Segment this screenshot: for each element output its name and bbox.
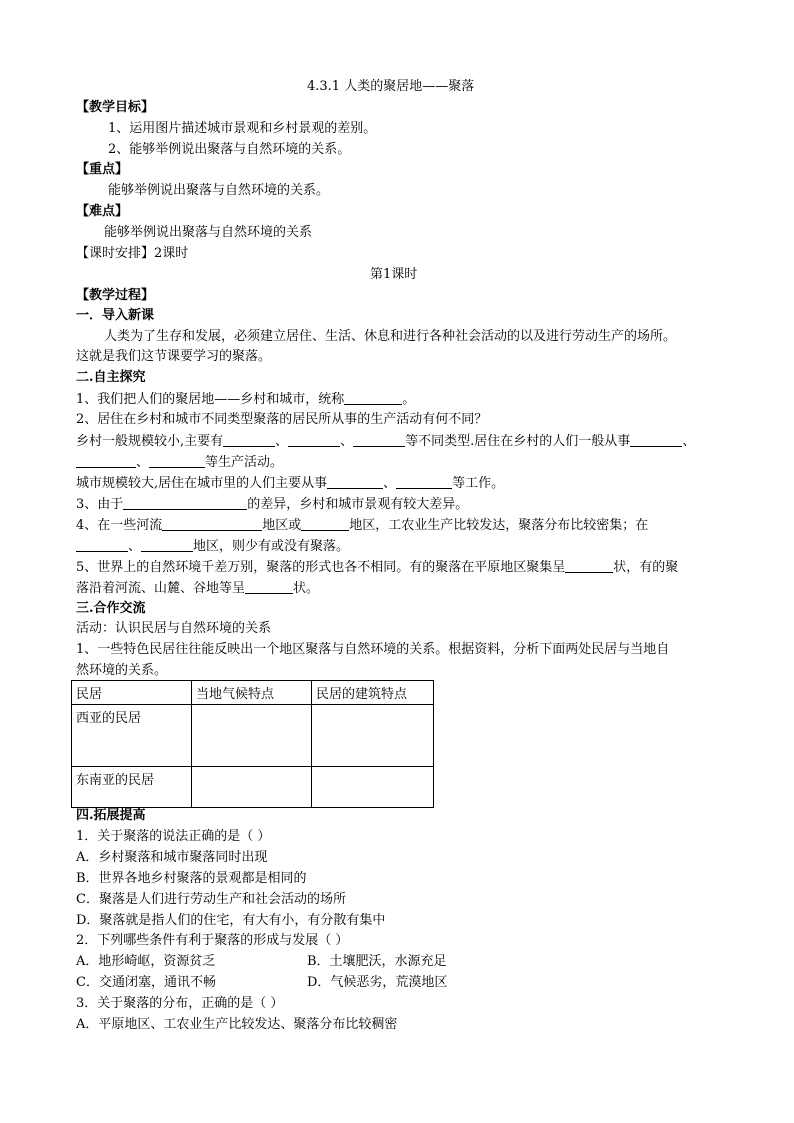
question-2-4-line-1: 4、在一些河流 地区或 地区，工农业生产比较发达，聚落分布比较密集；在 bbox=[76, 518, 649, 533]
question-3-1-line-1: 1、一些特色民居往往能反映出一个地区聚落与自然环境的关系。根据资料，分析下面两处民居与当地自 bbox=[76, 642, 670, 657]
part4-heading: 四.拓展提高 bbox=[76, 808, 146, 823]
part1-paragraph-1: 人类为了生存和发展，必须建立居住、生活、休息和进行各种社会活动的以及进行劳动生产的场所。 bbox=[104, 329, 677, 344]
answer-blank[interactable] bbox=[565, 560, 613, 573]
table-row-label: 西亚的民居 bbox=[72, 705, 192, 767]
question-4-2: 2．下列哪些条件有利于聚落的形成与发展（ ） bbox=[76, 933, 349, 948]
part2-heading: 二.自主探究 bbox=[76, 370, 146, 385]
question-3-1-line-2: 然环境的关系。 bbox=[76, 663, 168, 678]
answer-blank[interactable] bbox=[141, 539, 193, 552]
answer-blank[interactable] bbox=[76, 455, 136, 468]
table-header-cell: 民居的建筑特点 bbox=[312, 681, 434, 705]
answer-blank[interactable] bbox=[396, 476, 452, 489]
difficulty-header: 【难点】 bbox=[76, 204, 129, 219]
part3-heading: 三.合作交流 bbox=[76, 601, 146, 616]
option-4-1-d: D．聚落就是指人们的住宅，有大有小，有分散有集中 bbox=[76, 913, 386, 928]
answer-cell[interactable] bbox=[192, 705, 312, 767]
answer-cell[interactable] bbox=[312, 767, 434, 808]
answer-blank[interactable] bbox=[327, 476, 383, 489]
process-header: 【教学过程】 bbox=[76, 288, 155, 303]
option-4-2-d: D．气候恶劣，荒漠地区 bbox=[307, 975, 448, 990]
goal-2: 2、能够举例说出聚落与自然环境的关系。 bbox=[108, 142, 351, 157]
answer-blank[interactable] bbox=[162, 518, 262, 531]
answer-blank[interactable] bbox=[353, 434, 405, 447]
table-header-row bbox=[72, 681, 434, 705]
answer-blank[interactable] bbox=[245, 581, 293, 594]
answer-blank[interactable] bbox=[344, 392, 402, 405]
question-4-3: 3．关于聚落的分布，正确的是（ ） bbox=[76, 996, 284, 1011]
option-4-1-a: A．乡村聚落和城市聚落同时出现 bbox=[76, 850, 268, 865]
table-row bbox=[72, 767, 434, 808]
goal-1: 1、运用图片描述城市景观和乡村景观的差别。 bbox=[108, 121, 377, 136]
key-header: 【重点】 bbox=[76, 162, 129, 177]
option-4-2-c: C．交通闭塞，通讯不畅 bbox=[76, 975, 216, 990]
answer-blank[interactable] bbox=[123, 497, 247, 510]
answer-blank[interactable] bbox=[76, 539, 128, 552]
option-4-1-c: C．聚落是人们进行劳动生产和社会活动的场所 bbox=[76, 892, 346, 907]
answer-blank[interactable] bbox=[223, 434, 275, 447]
part1-paragraph-2: 这就是我们这节课要学习的聚落。 bbox=[76, 349, 272, 364]
question-2-3: 3、由于 的差异，乡村和城市景观有较大差异。 bbox=[76, 497, 469, 512]
difficulty-text: 能够举例说出聚落与自然环境的关系 bbox=[104, 225, 313, 240]
question-2-2: 2、居住在乡村和城市不同类型聚落的居民所从事的生产活动有何不同？ bbox=[76, 412, 488, 427]
page-title: 4.3.1 人类的聚居地——聚落 bbox=[307, 79, 475, 94]
table-row bbox=[72, 705, 434, 767]
schedule: 【课时安排】2课时 bbox=[76, 246, 189, 261]
question-2-1: 1、我们把人们的聚居地——乡村和城市，统称 。 bbox=[76, 392, 416, 407]
question-2-2-line-1: 乡村一般规模较小,主要有 、 、 等不同类型.居住在乡村的人们一般从事 、 bbox=[76, 434, 696, 449]
option-4-2-b: B．土壤肥沃，水源充足 bbox=[307, 954, 447, 969]
answer-blank[interactable] bbox=[630, 434, 682, 447]
question-2-2-line-3: 城市规模较大,居住在城市里的人们主要从事 、 等工作。 bbox=[76, 476, 505, 491]
key-text: 能够举例说出聚落与自然环境的关系。 bbox=[108, 183, 330, 198]
lesson-label: 第1课时 bbox=[370, 267, 418, 282]
question-2-2-line-2: 、 等生产活动。 bbox=[76, 455, 283, 469]
dwelling-table bbox=[71, 680, 434, 808]
question-4-1: 1．关于聚落的说法正确的是（ ） bbox=[76, 829, 271, 844]
option-4-2-a: A．地形崎岖，资源贫乏 bbox=[76, 954, 216, 969]
question-2-5-line-2: 落沿着河流、山麓、谷地等呈 状。 bbox=[76, 581, 320, 596]
part1-heading: 一．导入新课 bbox=[76, 308, 155, 323]
question-2-5-line-1: 5、世界上的自然环境千差万别，聚落的形式也各不相同。有的聚落在平原地区聚集呈 状，有的聚 bbox=[76, 560, 679, 575]
question-2-4-line-2: 、 地区，则少有或没有聚落。 bbox=[76, 539, 349, 553]
goals-header: 【教学目标】 bbox=[76, 100, 155, 115]
table-header-cell: 当地气候特点 bbox=[192, 681, 312, 705]
activity-title: 活动：认识民居与自然环境的关系 bbox=[76, 621, 272, 636]
answer-cell[interactable] bbox=[192, 767, 312, 808]
option-4-3-a: A．平原地区、工农业生产比较发达、聚落分布比较稠密 bbox=[76, 1017, 398, 1032]
table-row-label: 东南亚的民居 bbox=[72, 767, 192, 808]
answer-blank[interactable] bbox=[301, 518, 349, 531]
answer-blank[interactable] bbox=[149, 455, 205, 468]
answer-cell[interactable] bbox=[312, 705, 434, 767]
table-header-cell: 民居 bbox=[72, 681, 192, 705]
answer-blank[interactable] bbox=[288, 434, 340, 447]
option-4-1-b: B．世界各地乡村聚落的景观都是相同的 bbox=[76, 871, 307, 886]
